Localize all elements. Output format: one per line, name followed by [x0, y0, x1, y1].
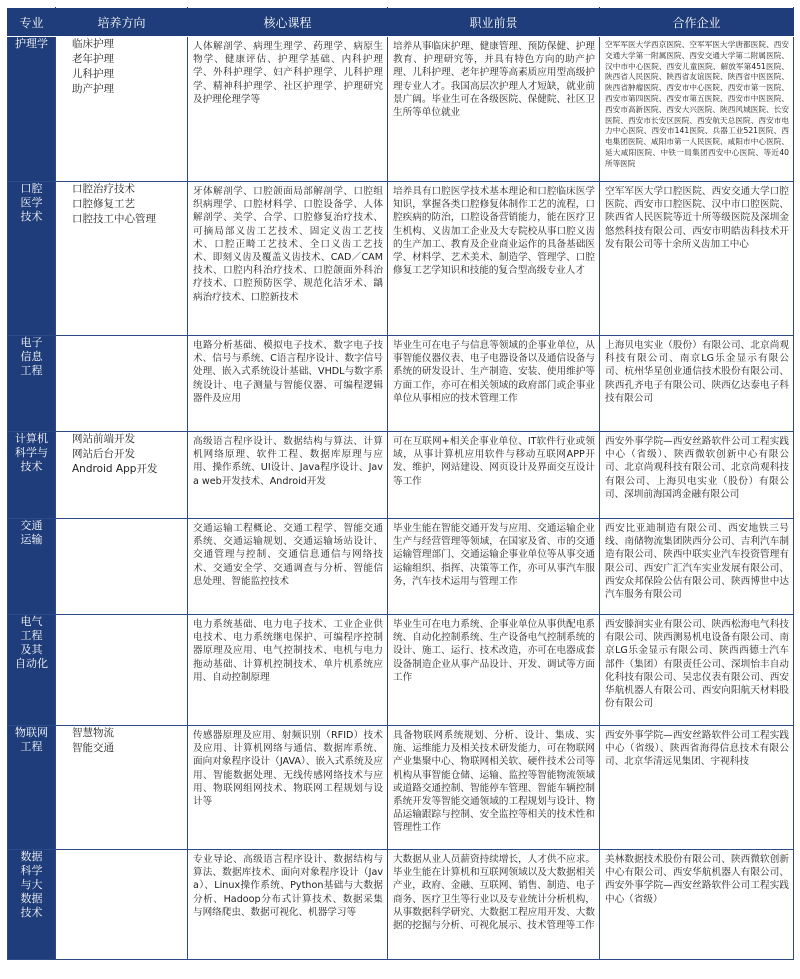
major-cell	[8, 336, 56, 432]
table-row	[8, 615, 794, 726]
major-name-line: 电气	[20, 615, 43, 628]
major-name-line: 工程	[20, 740, 43, 753]
direction-item: 智慧物流	[72, 727, 114, 739]
header-partners: 合作企业	[600, 8, 794, 37]
header-prospects: 职业前景	[388, 8, 600, 37]
direction-cell	[56, 519, 188, 615]
header-row	[8, 8, 794, 37]
courses-cell: 高级语言程序设计、数据结构与算法、计算机网络原理、软件工程、数据库原理与应用、操作系统、UI设计、Java程序设计、Java web开发技术、Android开发	[188, 432, 388, 519]
header-courses: 核心课程	[188, 8, 388, 37]
table-row	[8, 37, 794, 182]
courses-cell: 交通运输工程概论、交通工程学、智能交通系统、交通运输规划、交通运输场站设计、交通管理与控制、交通信息通信与网络技术、交通安全学、交通调查与分析、智能信息处理、智能监控技术	[188, 519, 388, 615]
table-row	[8, 432, 794, 519]
courses-cell: 电路分析基础、模拟电子技术、数字电子技术、信号与系统、C语言程序设计、数字信号处理、嵌入式系统设计基础、VHDL与数字系统设计、电子测量与智能仪器、可编程逻辑器件及应用	[188, 336, 388, 432]
table-row	[8, 182, 794, 336]
direction-cell	[56, 726, 188, 850]
major-name-line: 数据	[20, 850, 43, 863]
header-direction: 培养方向	[56, 8, 188, 37]
major-cell	[8, 519, 56, 615]
program-table-container	[7, 7, 793, 972]
major-name-line: 医学	[20, 196, 43, 209]
direction-cell	[56, 432, 188, 519]
direction-item: 网站后台开发	[72, 448, 135, 460]
table-row	[8, 726, 794, 850]
prospects-cell: 培养从事临床护理、健康管理、预防保健、护理教育、护理研究等，并具有特色方向的助产护理、儿科护理、老年护理等高素质应用型高级护理专业人才。我国高层次护理人才短缺，就业前景广阔。毕业生可在各级医院、保健院、社区卫生所等单位就业	[388, 37, 600, 182]
direction-cell	[56, 615, 188, 726]
major-cell	[8, 850, 56, 960]
major-name-line: 计算机	[15, 432, 48, 445]
major-name-line: 及其	[20, 643, 43, 656]
major-name-line: 科学与	[15, 446, 48, 459]
direction-item: 助产护理	[72, 83, 114, 95]
table-row	[8, 519, 794, 615]
major-name-line: 口腔	[20, 182, 43, 195]
table-row	[8, 336, 794, 432]
prospects-cell: 培养具有口腔医学技术基本理论和口腔临床医学知识，掌握各类口腔修复体制作工艺的流程，口腔疾病的防治，口腔设备营销能力，能在医疗卫生机构、义齿加工企业及大专院校从事口腔义齿的生产加工、教育及企业商业运作的具备基础医学、材料学、艺术美术、制造学、管理学、口腔修复工艺学知识和技能的复合型高级专业人才	[388, 182, 600, 336]
major-cell	[8, 37, 56, 182]
partners-cell: 空军军医大学口腔医院、西安交通大学口腔医院、西安市口腔医院、汉中市口腔医院、陕西省人民医院等近十所等级医院及深圳金悠然科技有限公司、西安市明皓齿科技术开发有限公司等十余所义齿加工中心	[600, 182, 794, 336]
major-name-line: 运输	[20, 533, 43, 546]
partners-cell: 上海贝电实业（股份）有限公司、北京尚观科技有限公司、南京LG乐金显示有限公司、杭州华星创业通信技术股份有限公司、陕西孔齐电子有限公司、陕西亿达泰电子科技有限公司	[600, 336, 794, 432]
prospects-cell: 可在互联网+相关企事业单位、IT软件行业或领域，从事计算机应用软件与移动互联网APP开发、维护，网站建设、网页设计及界面交互设计等工作	[388, 432, 600, 519]
major-name-line: 交通	[20, 519, 43, 532]
prospects-cell: 毕业生能在智能交通开发与应用、交通运输企业生产与经营管理等领域，在国家及省、市的交通运输管理部门、交通运输企事业单位等从事交通运输组织、指挥、决策等工作，亦可从事汽车服务，汽车技术运用与管理工作	[388, 519, 600, 615]
prospects-cell: 毕业生可在电子与信息等领域的企事业单位，从事智能仪器仪表、电子电器设备以及通信设备与系统的研发设计、生产制造、安装、使用维护等方面工作，亦可在相关领域的政府部门或企事业单位从事相应的技术管理工作	[388, 336, 600, 432]
major-name-line: 科学	[20, 864, 43, 877]
partners-cell: 西安外事学院—西安丝路软件公司工程实践中心（省级）、陕西省海得信息技术有限公司、北京华清远见集团、宇视科技	[600, 726, 794, 850]
direction-item: 口腔技工中心管理	[72, 213, 156, 225]
major-cell	[8, 182, 56, 336]
direction-item: 临床护理	[72, 38, 114, 50]
prospects-cell: 毕业生可在电力系统、企事业单位从事供配电系统、自动化控制系统、生产设备电气控制系统的设计、施工、运行、技术改造，亦可在电器成套设备制造企业从事产品设计、开发、调试等方面工作	[388, 615, 600, 726]
partners-cell: 西安外事学院—西安丝路软件公司工程实践中心（省级）、陕西微软创新中心有限公司、北京尚观科技有限公司、北京尚观科技有限公司、上海贝电实业（股份）有限公司、深圳前海国鸿金融有限公司	[600, 432, 794, 519]
partners-cell: 美林数据技术股份有限公司、陕西微软创新中心有限公司、西安华航机器人有限公司、西安外事学院—西安丝路软件公司工程实践中心（省级）	[600, 850, 794, 960]
major-cell	[8, 726, 56, 850]
prospects-cell: 具备物联网系统规划、分析、设计、集成、实施、运维能力及相关技术研发能力，可在物联网产业集聚中心、物联网相关软、硬件技术公司等机构从事智能仓储、运输、监控等智能物流领域或道路交通控制、智能停车管理、智能车辆控制系统开发等智能交通领域的工程规划与设计、物品运输跟踪与控制、安全监控等相关的技术性和管理性工作	[388, 726, 600, 850]
direction-item: 口腔修复工艺	[72, 198, 135, 210]
major-name-line: 工程	[20, 629, 43, 642]
major-name-line: 技术	[20, 210, 43, 223]
direction-cell	[56, 37, 188, 182]
major-cell	[8, 615, 56, 726]
partners-cell: 西安滕润实业有限公司、陕西松海电气科技有限公司、陕西测易机电设备有限公司、南京LG乐金显示有限公司、陕西西德士汽车部件（集团）有限责任公司、深圳怡丰自动化科技有限公司、吴忠仪表有限公司、西安华航机器人有限公司、西安向阳航天材料股份有限公司	[600, 615, 794, 726]
direction-cell	[56, 336, 188, 432]
major-name-line: 技术	[20, 906, 43, 919]
courses-cell: 电力系统基础、电力电子技术、工业企业供电技术、电力系统继电保护、可编程序控制器原理及应用、电气控制技术、电机与电力拖动基础、计算机控制技术、单片机系统应用、自动控制原理	[188, 615, 388, 726]
direction-item: 网站前端开发	[72, 433, 135, 445]
direction-item: 智能交通	[72, 742, 114, 754]
major-name-line: 技术	[20, 460, 43, 473]
major-name-line: 电子	[20, 336, 43, 349]
major-name-line: 信息	[20, 350, 43, 363]
program-table	[7, 7, 794, 960]
direction-cell	[56, 182, 188, 336]
major-name-line: 数据	[20, 892, 43, 905]
direction-item: Android App开发	[72, 463, 158, 475]
prospects-cell: 大数据从业人员薪资持续增长，人才供不应求。毕业生能在计算机和互联网领域以及大数据相关产业，政府、金融、互联网、销售、制造、电子商务、医疗卫生等行业以及专业统计分析机构，从事数据科学研究、大数据工程应用开发、大数据的挖掘与分析、可视化展示、技术管理等工作	[388, 850, 600, 960]
direction-item: 口腔治疗技术	[72, 183, 135, 195]
major-name-line: 自动化	[15, 657, 48, 670]
partners-cell: 西安比亚迪制造有限公司、西安地铁三号线、南储物流集团陕西分公司、吉利汽车制造有限公司、陕西中联实业汽车投资管理有限公司、西安广汇汽车实业发展有限公司、西安众邦保险公估有限公司、陕西博世中达汽车服务有限公司	[600, 519, 794, 615]
major-name-line: 工程	[20, 364, 43, 377]
header-major: 专业	[8, 8, 56, 37]
courses-cell: 人体解剖学、病理生理学、药理学、病原生物学、健康评估、护理学基础、内科护理学、外科护理学、妇产科护理学、儿科护理学、精神科护理学、社区护理学、护理研究及护理伦理学等	[188, 37, 388, 182]
direction-cell	[56, 850, 188, 960]
direction-item: 儿科护理	[72, 68, 114, 80]
courses-cell: 牙体解剖学、口腔颌面局部解剖学、口腔组织病理学、口腔材料学、口腔设备学、人体解剖学、美学、合学、口腔修复治疗技术、可摘局部义齿工艺技术、固定义齿工艺技术、口腔正畸工艺技术、全口义齿工艺技术、即刻义齿及覆盖义齿技术、CAD／CAM技术、口腔内科治疗技术、口腔颌面外科治疗技术、口腔预防医学、规范化洁牙术、龋病治疗技术、口腔新技术	[188, 182, 388, 336]
major-name-line: 护理学	[15, 37, 48, 50]
major-name-line: 物联网	[15, 726, 48, 739]
major-cell	[8, 432, 56, 519]
direction-item: 老年护理	[72, 53, 114, 65]
courses-cell: 专业导论、高级语言程序设计、数据结构与算法、数据库技术、面向对象程序设计（Java）、Linux操作系统、Python基础与大数据分析、Hadoop分布式计算技术、数据采集与网络爬虫、数据可视化、机器学习等	[188, 850, 388, 960]
table-row	[8, 850, 794, 960]
partners-cell: 空军军医大学西京医院、空军军医大学唐都医院、西安交通大学第一附属医院、西安交通大学第二附属医院、汉中市中心医院、西安儿童医院、解放军第451医院、陕西省人民医院、陕西省友谊医院、陕西省中医医院、陕西省肿瘤医院、西安市中心医院、西安市第一医院、西安市第四医院、西安市第五医院、西安市中医医院、西安市高新医院、西安大兴医院、陕西风城医院、长安医院、西安市长安区医院、西安航天总医院、西安市电力中心医院、西安市141医院、兵器工业521医院、西电集团医院、咸阳市第一人民医院、咸阳市中心医院、延大咸阳医院、中铁一局集团西安中心医院、等近40所等医院	[600, 37, 794, 182]
major-name-line: 与大	[20, 878, 43, 891]
courses-cell: 传感器原理及应用、射频识别（RFID）技术及应用、计算机网络与通信、数据库系统、面向对象程序设计（JAVA）、嵌入式系统及应用、智能数据处理、无线传感网络技术与应用、物联网组网技术、物联网工程规划与设计等	[188, 726, 388, 850]
